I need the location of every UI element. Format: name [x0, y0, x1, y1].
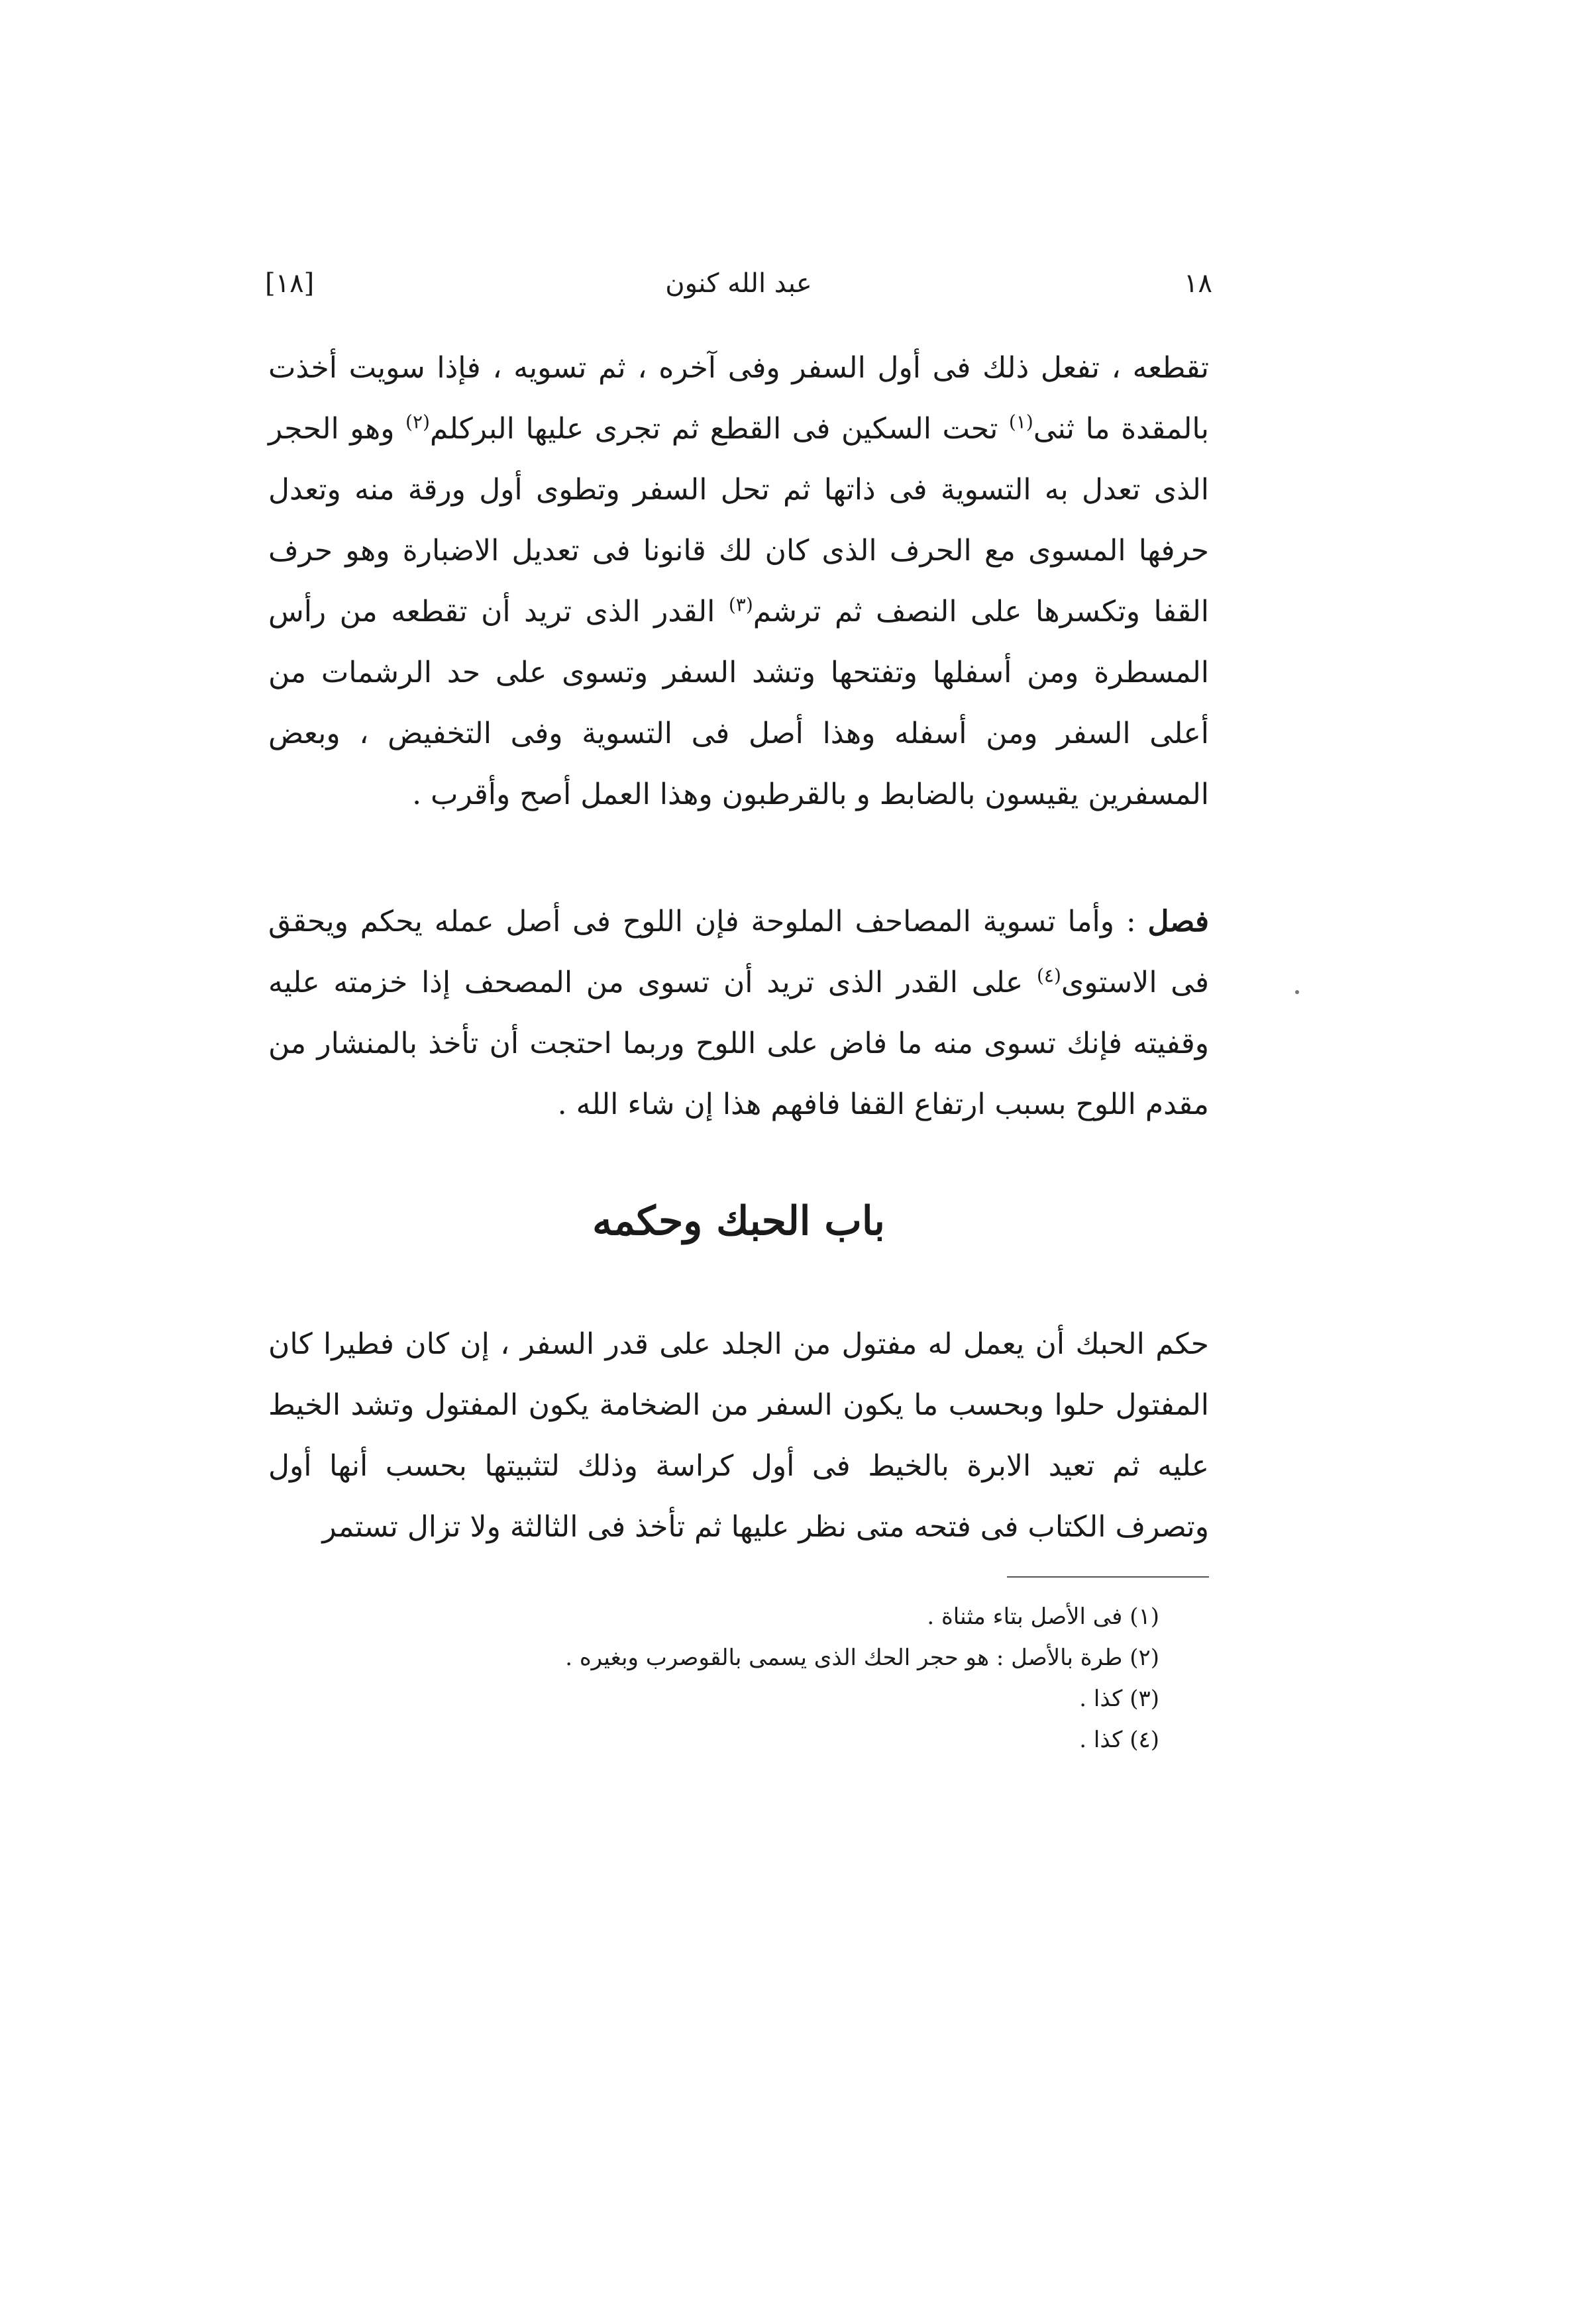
page-number: ١٨ — [1184, 268, 1212, 299]
main-text — [268, 338, 1209, 1558]
footnote-marker-2: (٢) — [405, 411, 430, 433]
page-header — [265, 268, 1212, 321]
paragraph-3: حكم الحبك أن يعمل له مفتول من الجلد على قدر السفر ، إن كان فطيرا كان المفتول حلوا وبحسب ما يكون السفر من الضخامة يكون المفتول وتشد الخيط عليه ثم تعيد الابرة بالخيط فى أول كراسة وذلك لتثبيتها بحسب أنها أول وتصرف الكتاب فى فتحه متى نظر عليها ثم تأخذ فى الثالثة ولا تزال تستمر — [268, 1327, 1209, 1544]
footnote-marker-3: (٣) — [728, 593, 753, 616]
section-label: فصل — [1147, 905, 1209, 938]
paragraph-2: فصل : وأما تسوية المصاحف الملوحة فإن اللوح فى أصل عمله يحكم ويحقق فى الاستوى$^{(٤)}$ على القدر الذى تريد أن تسوى من المصحف إذا خزمته عليه وقفيته فإنك تسوى منه ما فاض على اللوح وربما احتجت أن تأخذ بالمنشار من مقدم اللوح بسبب ارتفاع القفا فافهم هذا إن شاء الله . — [268, 905, 1209, 1121]
paragraph-1: تقطعه ، تفعل ذلك فى أول السفر وفى آخره ، ثم تسويه ، فإذا سويت أخذت بالمقدة ما ثنى$^{(١)}$ تحت السكين فى القطع ثم تجرى عليها البركلم$^{(٢)}$ وهو الحجر الذى تعدل به التسوية فى ذاتها ثم تحل السفر وتطوى أول ورقة منه وتعدل حرفها المسوى مع الحرف الذى كان لك قانونا فى تعديل الاضبارة وهو حرف القفا وتكسرها على النصف ثم ترشم$^{(٣)}$ القدر الذى تريد أن تقطعه من رأس المسطرة ومن أسفلها وتفتحها وتشد السفر وتسوى على حد الرشمات من أعلى السفر ومن أسفله وهذا أصل فى التسوية وفى التخفيض ، وبعض المسفرين يقيسون بالضابط و بالقرطبون وهذا العمل أصح وأقرب . — [268, 351, 1210, 811]
running-head-author: عبد الله كنون — [665, 268, 812, 299]
page-reference: [١٨] — [265, 268, 315, 299]
footnote-marker-1: (١) — [1008, 411, 1033, 433]
footnote-4: (٤) كذا . — [1079, 1727, 1159, 1753]
chapter-title: باب الحبك وحكمه — [592, 1198, 885, 1244]
footnotes — [268, 1596, 1159, 1760]
footnote-divider — [1007, 1576, 1209, 1578]
footnote-1: (١) فى الأصل بتاء مثناة . — [927, 1603, 1159, 1630]
margin-speck — [1295, 990, 1299, 994]
footnote-3: (٣) كذا . — [1079, 1686, 1159, 1712]
footnote-2: (٢) طرة بالأصل : هو حجر الحك الذى يسمى بالقوصرب وبغيره . — [565, 1644, 1159, 1671]
footnote-marker-4: (٤) — [1036, 964, 1061, 987]
